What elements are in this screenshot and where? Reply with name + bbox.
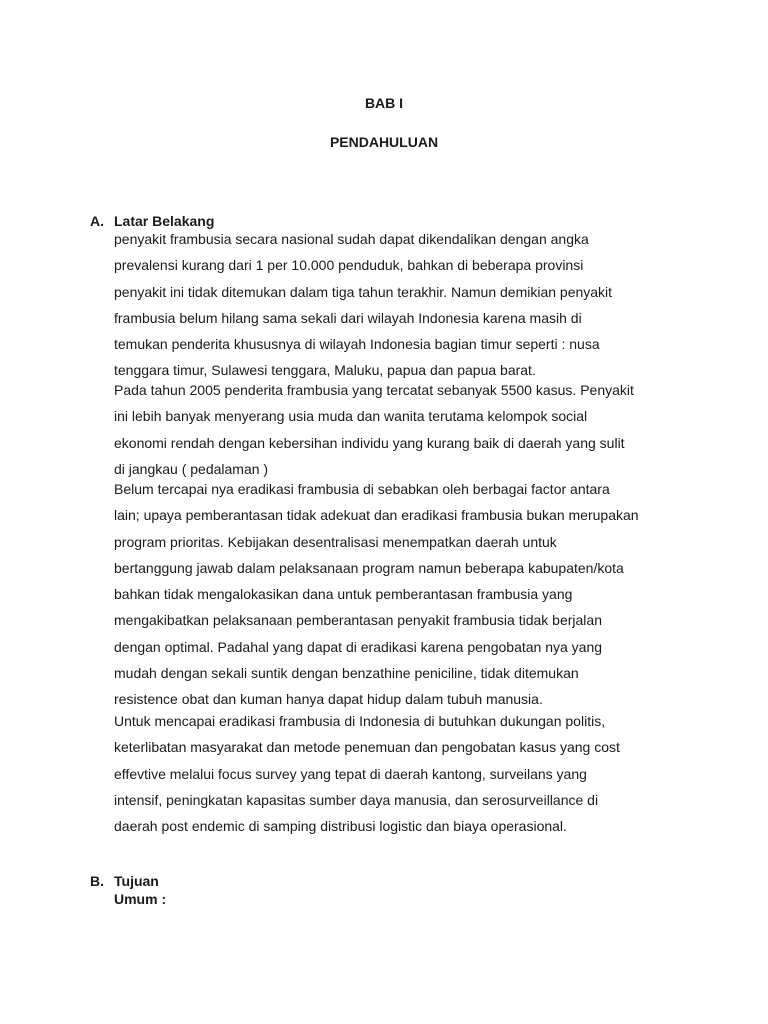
paragraph-line: prevalensi kurang dari 1 per 10.000 penduduk, bahkan di beberapa provinsi xyxy=(114,257,584,274)
paragraph-line: program prioritas. Kebijakan desentralisasi menempatkan daerah untuk xyxy=(114,533,557,550)
paragraph-line: daerah post endemic di samping distribusi logistic dan biaya operasional. xyxy=(114,818,567,835)
paragraph-line: temukan penderita khususnya di wilayah Indonesia bagian timur seperti : nusa xyxy=(114,336,600,353)
section-b-subtitle: Umum : xyxy=(114,891,167,907)
paragraph-line: Pada tahun 2005 penderita frambusia yang tercatat sebanyak 5500 kasus. Penyakit xyxy=(114,382,634,398)
paragraph-line: effevtive melalui focus survey yang tepat di daerah kantong, surveilans yang xyxy=(114,765,587,782)
section-a-marker: A. xyxy=(90,213,104,229)
paragraph-line: ekonomi rendah dengan kebersihan individu yang kurang baik di daerah yang sulit xyxy=(114,434,625,451)
paragraph-line: lain; upaya pemberantasan tidak adekuat dan eradikasi frambusia bukan merupakan xyxy=(114,507,639,524)
chapter-title: PENDAHULUAN xyxy=(329,134,439,150)
paragraph-line: penyakit ini tidak ditemukan dalam tiga tahun terakhir. Namun demikian penyakit xyxy=(114,283,613,300)
paragraph-line: Belum tercapai nya eradikasi frambusia di sebabkan oleh berbagai factor antara xyxy=(114,481,610,497)
paragraph-line: di jangkau ( pedalaman ) xyxy=(114,460,269,477)
paragraph-line: resistence obat dan kuman hanya dapat hidup dalam tubuh manusia. xyxy=(114,691,543,708)
paragraph-1 xyxy=(114,231,694,378)
paragraph-2 xyxy=(114,382,694,477)
section-b-marker: B. xyxy=(90,873,104,889)
paragraph-4 xyxy=(114,713,694,834)
paragraph-line: intensif, peningkatan kapasitas sumber daya manusia, dan serosurveillance di xyxy=(114,791,599,808)
paragraph-line: bertanggung jawab dalam pelaksanaan program namun beberapa kabupaten/kota xyxy=(114,559,624,576)
section-a-title: Latar Belakang xyxy=(114,213,215,229)
paragraph-line: bahkan tidak mengalokasikan dana untuk pemberantasan frambusia yang xyxy=(114,586,573,603)
paragraph-line: dengan optimal. Padahal yang dapat di eradikasi karena pengobatan nya yang xyxy=(114,638,603,655)
paragraph-line: ini lebih banyak menyerang usia muda dan wanita terutama kelompok social xyxy=(114,408,588,425)
paragraph-line: keterlibatan masyarakat dan metode penemuan dan pengobatan kasus yang cost xyxy=(114,739,620,756)
chapter-number: BAB I xyxy=(364,95,404,111)
paragraph-3 xyxy=(114,481,694,707)
paragraph-line: tenggara timur, Sulawesi tenggara, Maluku, papua dan papua barat. xyxy=(114,362,536,379)
section-b-title: Tujuan xyxy=(114,873,159,889)
paragraph-line: mengakibatkan pelaksanaan pemberantasan penyakit frambusia tidak berjalan xyxy=(114,612,602,629)
paragraph-line: penyakit frambusia secara nasional sudah dapat dikendalikan dengan angka xyxy=(114,231,589,247)
paragraph-line: Untuk mencapai eradikasi frambusia di Indonesia di butuhkan dukungan politis, xyxy=(114,713,606,729)
paragraph-line: mudah dengan sekali suntik dengan benzathine peniciline, tidak ditemukan xyxy=(114,665,579,682)
paragraph-line: frambusia belum hilang sama sekali dari wilayah Indonesia karena masih di xyxy=(114,309,582,326)
